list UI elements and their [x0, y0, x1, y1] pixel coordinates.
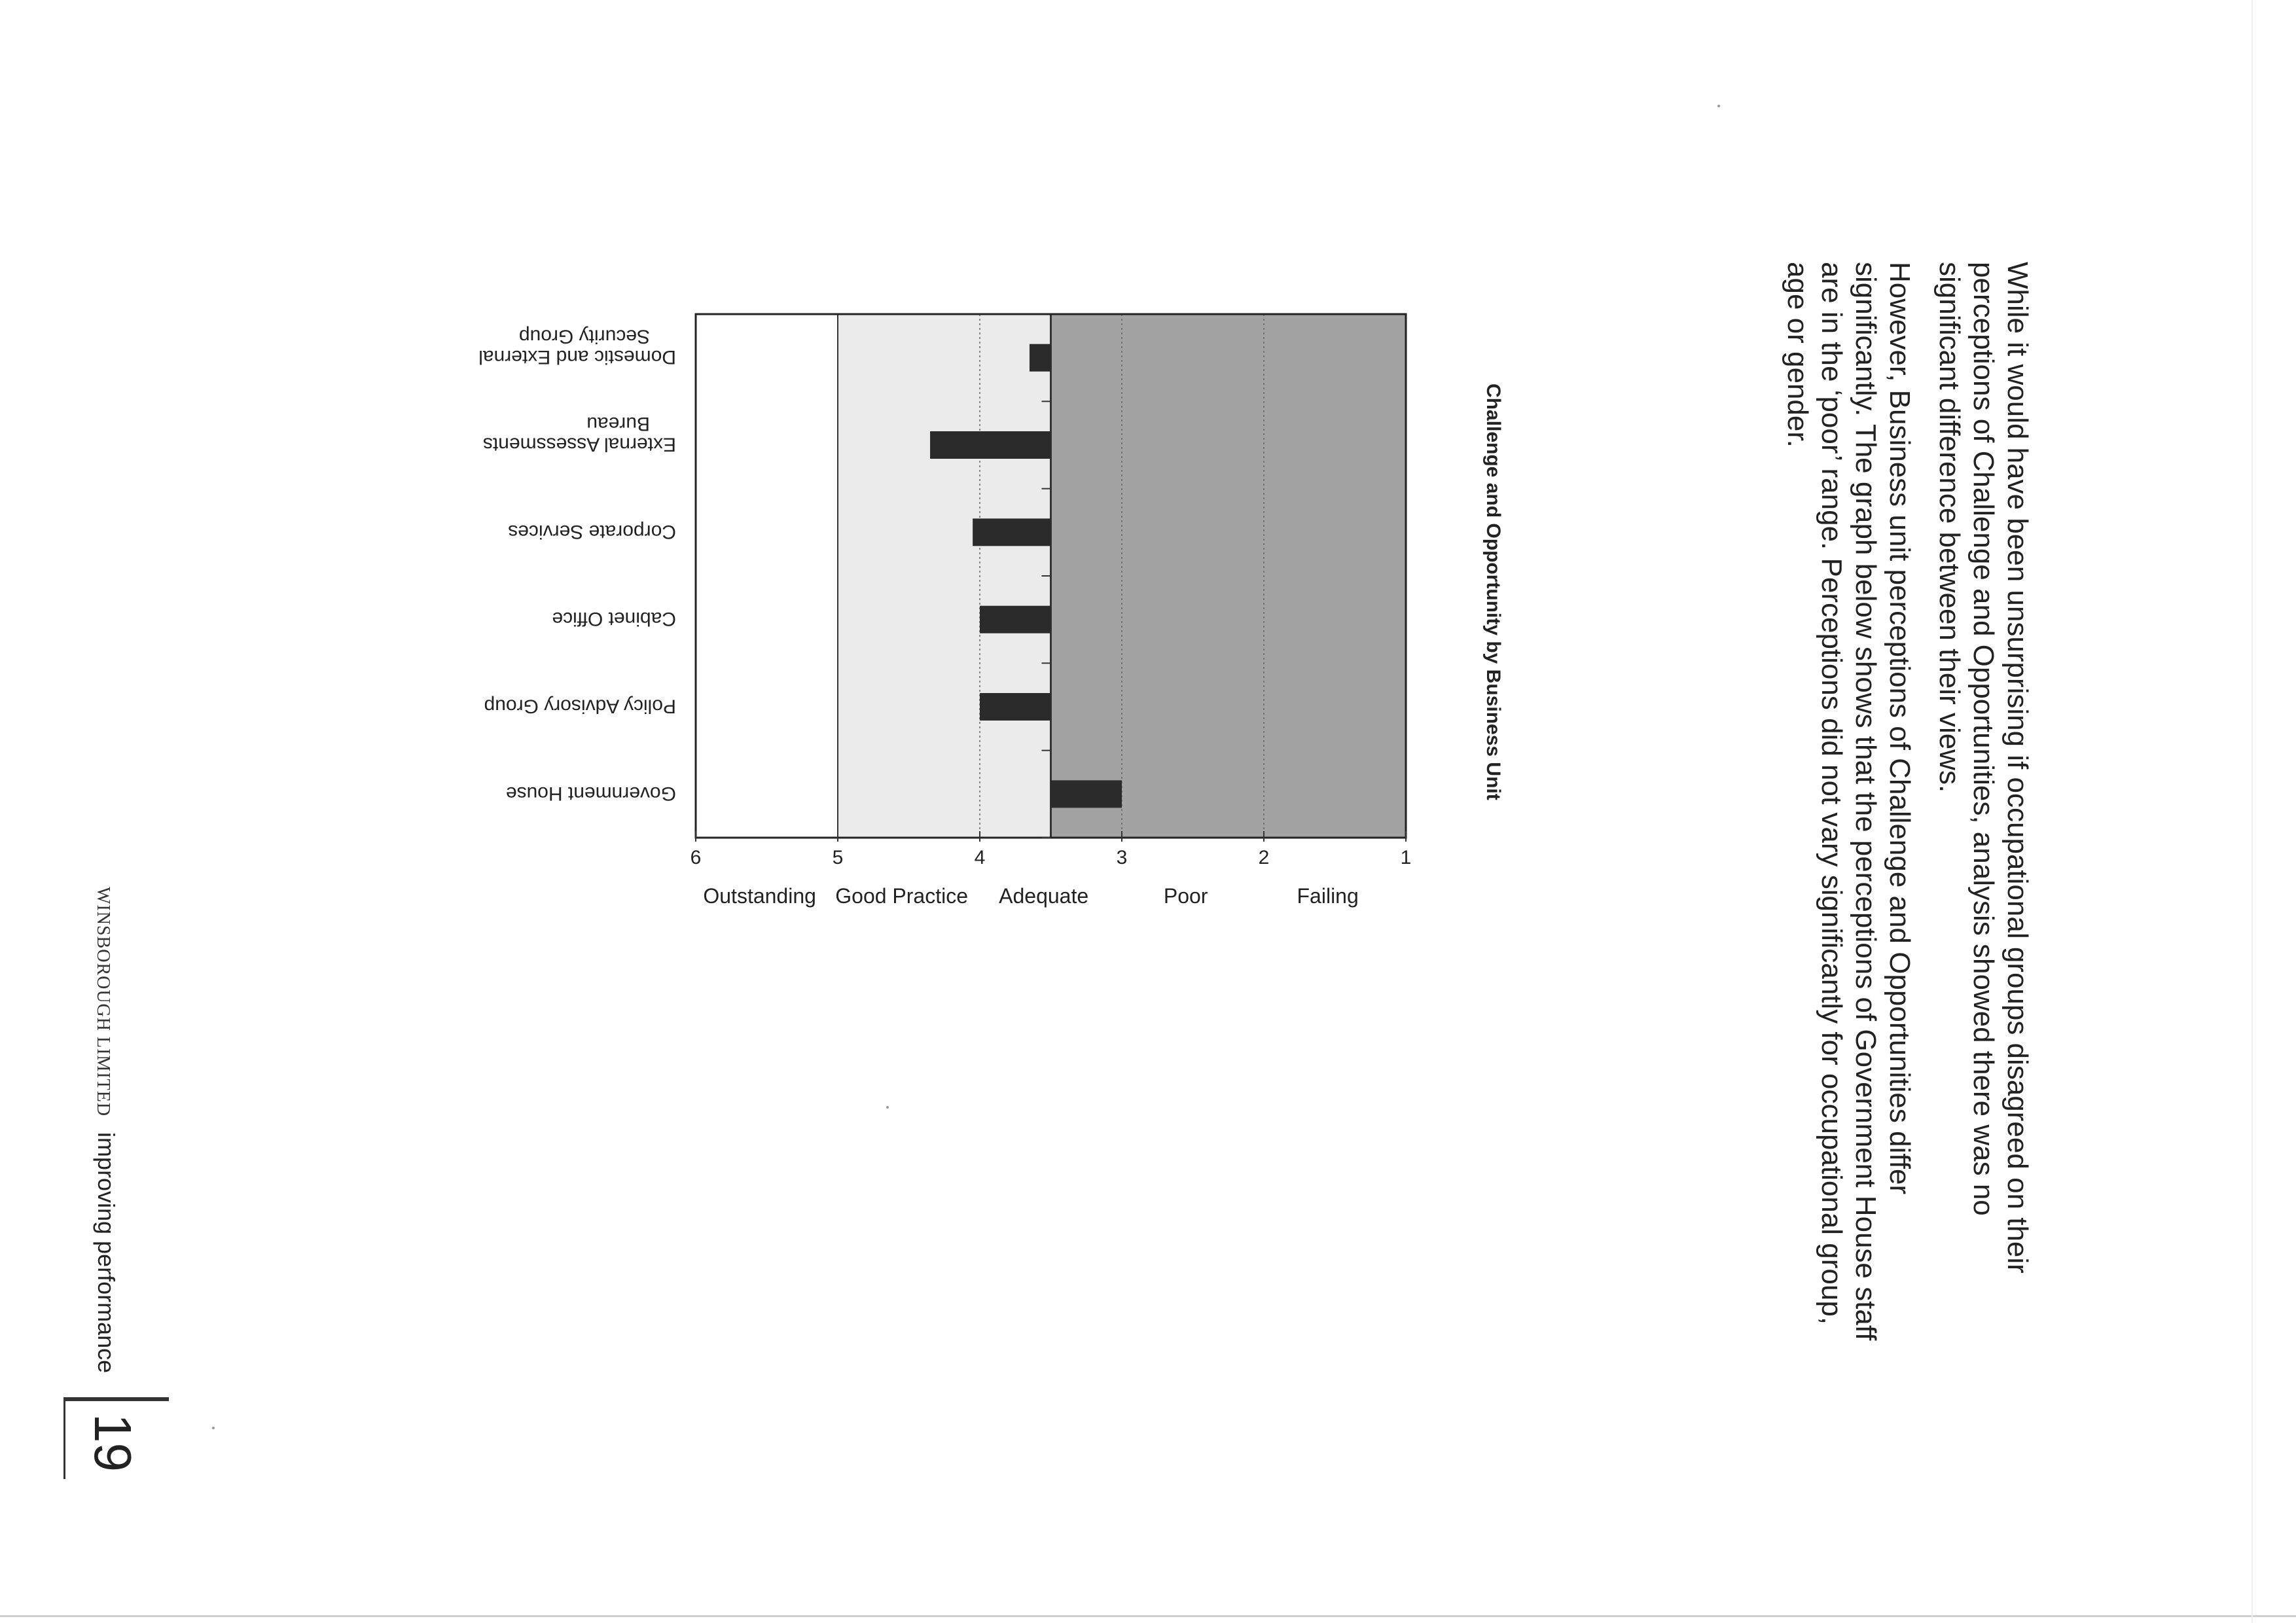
- page-number: 19: [84, 1414, 142, 1472]
- category-label-4: Cabinet Office: [552, 608, 676, 630]
- rating-label-1: Failing: [1297, 884, 1359, 908]
- bar-1: [1030, 344, 1051, 372]
- intro-paragraph: While it would have been unsurprising if occupational groups disagreed on their perceptions of Challenge and Opportunities, analysis showed there was no significant difference between their views.: [1933, 262, 2034, 1274]
- findings-paragraph: However, Business unit perceptions of Challenge and Opportunities differ significantly. The graph below shows that the perceptions of Government House staff are in the ‘poor’ range. Perceptions did not vary significantly for occupational group, age or gender.: [1782, 262, 1916, 1341]
- tick-label-3: 3: [1116, 847, 1128, 868]
- tick-label-5: 5: [832, 847, 844, 868]
- bar-3: [973, 518, 1050, 546]
- chart-title: Challenge and Opportunity by Business Unit: [1482, 383, 1504, 800]
- tick-label-1: 1: [1400, 847, 1412, 868]
- footer-rule: [63, 1397, 65, 1479]
- company-name: WINSBOROUGH LIMITED: [93, 887, 113, 1117]
- category-label-5: Policy Advisory Group: [484, 695, 676, 717]
- category-label-6: Government House: [505, 782, 676, 804]
- company-tagline: improving performance: [93, 1132, 120, 1374]
- scan-speck: [886, 1106, 889, 1109]
- shaded-band-failing-poor: [1051, 314, 1407, 838]
- rating-label-4: Good Practice: [835, 884, 969, 908]
- footer-divider: [64, 1397, 169, 1401]
- category-label-3: Corporate Services: [508, 520, 676, 543]
- rating-label-5: Outstanding: [703, 884, 816, 908]
- bar-5: [980, 693, 1051, 721]
- category-label-2: External AssessmentsBureau: [482, 413, 676, 455]
- tick-label-4: 4: [974, 847, 986, 868]
- category-label-1: Domestic and ExternalSecurity Group: [478, 325, 676, 368]
- rating-label-2: Poor: [1163, 884, 1208, 908]
- scan-speck: [212, 1427, 215, 1429]
- scan-speck: [1717, 105, 1720, 107]
- tick-label-6: 6: [690, 847, 702, 868]
- bar-6: [1051, 780, 1122, 808]
- bar-2: [930, 431, 1050, 459]
- shaded-band-adequate: [838, 314, 1051, 838]
- rating-label-3: Adequate: [999, 884, 1089, 908]
- bar-chart: [478, 249, 1471, 1309]
- bar-4: [980, 606, 1051, 633]
- tick-label-2: 2: [1258, 847, 1270, 868]
